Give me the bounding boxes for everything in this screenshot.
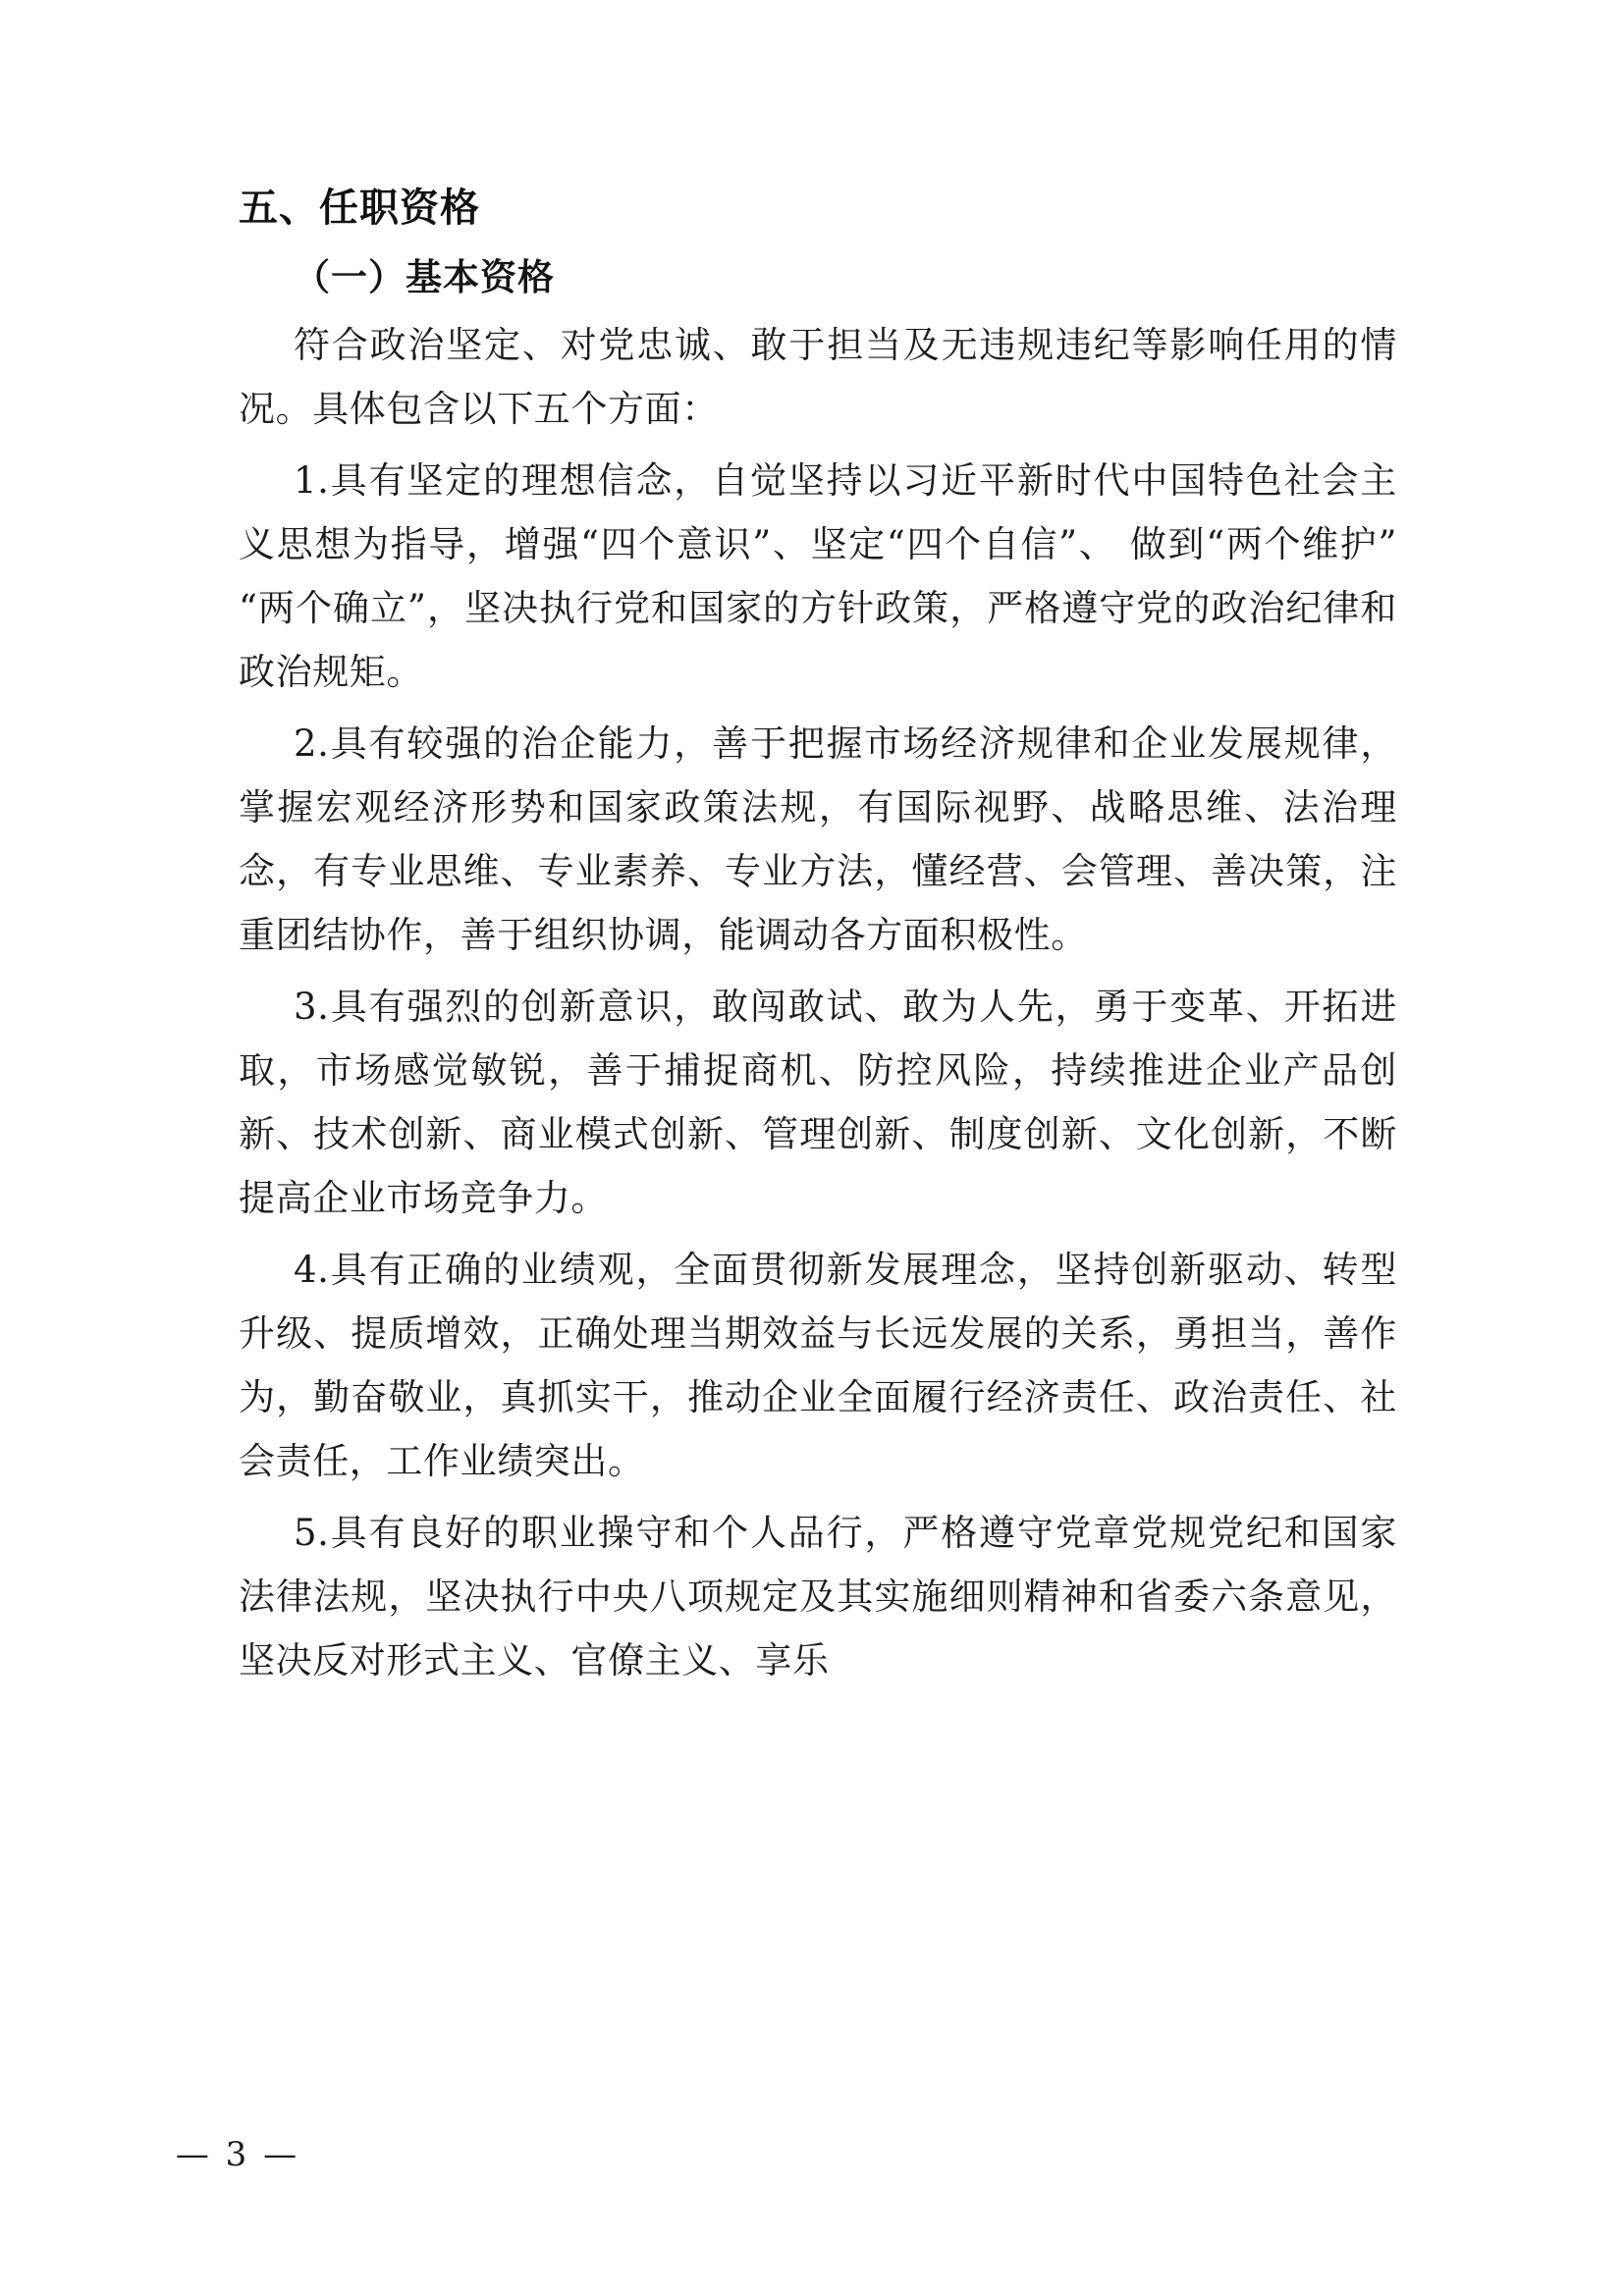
section-heading: 五、任职资格 [239,186,480,231]
paragraph-intro: 符合政治坚定、对党忠诚、敢于担当及无违规违纪等影响任用的情况。具体包含以下五个方面： [239,323,1397,430]
paragraph-item-1: 1.具有坚定的理想信念，自觉坚持以习近平新时代中国特色社会主义思想为指导，增强“四个意识”、坚定“四个自信”、 做到“两个维护”“两个确立”，坚决执行党和国家的方针政策，严格遵守党的政治纪律和政治规矩。 [239,458,1397,693]
subsection-heading: （一）基本资格 [294,255,555,298]
page-number: — 3 — [175,2135,300,2174]
document-body [239,182,1397,1700]
paragraph-item-2: 2.具有较强的治企能力，善于把握市场经济规律和企业发展规律，掌握宏观经济形势和国家政策法规，有国际视野、战略思维、法治理念，有专业思维、专业素养、专业方法，懂经营、会管理、善决策，注重团结协作，善于组织协调，能调动各方面积极性。 [239,721,1397,956]
paragraph-item-5: 5.具有良好的职业操守和个人品行，严格遵守党章党规党纪和国家法律法规，坚决执行中央八项规定及其实施细则精神和省委六条意见，坚决反对形式主义、官僚主义、享乐 [239,1511,1397,1682]
paragraph-item-3: 3.具有强烈的创新意识，敢闯敢试、敢为人先，勇于变革、开拓进取，市场感觉敏锐，善于捕捉商机、防控风险，持续推进企业产品创新、技术创新、商业模式创新、管理创新、制度创新、文化创新，不断提高企业市场竞争力。 [239,985,1397,1219]
page-footer [0,2135,1624,2174]
paragraph-item-4: 4.具有正确的业绩观，全面贯彻新发展理念，坚持创新驱动、转型升级、提质增效，正确处理当期效益与长远发展的关系，勇担当，善作为，勤奋敬业，真抓实干，推动企业全面履行经济责任、政治责任、社会责任，工作业绩突出。 [239,1248,1397,1482]
